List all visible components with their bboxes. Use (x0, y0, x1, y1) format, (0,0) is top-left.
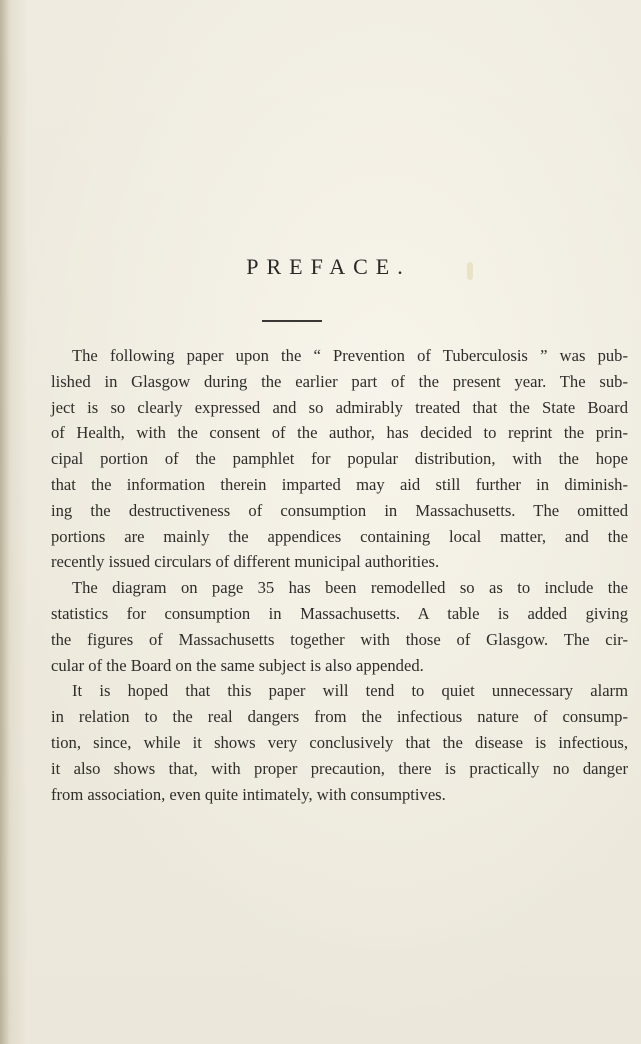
text-line: it also shows that, with proper precaution, there is practically no danger (51, 758, 628, 778)
paragraph-1 (51, 343, 628, 575)
text-line: The following paper upon the “ Prevention of Tuberculosis ” was pub- (72, 346, 628, 365)
text-line: cular of the Board on the same subject is also appended. (51, 655, 424, 675)
text-line: recently issued circulars of different municipal authorities. (51, 552, 440, 572)
text-line: The diagram on page 35 has been remodelled so as to include the (72, 578, 628, 598)
text-line: from association, even quite intimately, with consumptives. (51, 784, 446, 804)
text-line: that the information therein imparted may aid still further in diminish- (51, 474, 628, 494)
paragraph-2 (51, 575, 628, 678)
page-edge-shadow (0, 0, 10, 1044)
text-line: the figures of Massachusetts together with those of Glasgow. The cir- (51, 629, 628, 649)
heading-rule (262, 320, 322, 322)
page-heading: PREFACE. (246, 254, 411, 279)
text-line: It is hoped that this paper will tend to quiet unnecessary alarm (72, 681, 628, 701)
text-line: ing the destructiveness of consumption in Massachusetts. The omitted (51, 500, 628, 520)
text-line: cipal portion of the pamphlet for popular distribution, with the hope (51, 449, 628, 469)
text-line: in relation to the real dangers from the infectious nature of consump- (51, 707, 628, 727)
text-line: ject is so clearly expressed and so admirably treated that the State Board (51, 397, 628, 417)
text-line: lished in Glasgow during the earlier part of the present year. The sub- (51, 371, 628, 391)
text-line: portions are mainly the appendices containing local matter, and the (51, 526, 628, 546)
paragraph-3 (51, 678, 628, 807)
text-line: statistics for consumption in Massachusetts. A table is added giving (51, 603, 628, 623)
text-line: tion, since, while it shows very conclusively that the disease is infectious, (51, 732, 628, 752)
preface-body (51, 343, 628, 807)
text-line: of Health, with the consent of the author, has decided to reprint the prin- (51, 423, 628, 443)
